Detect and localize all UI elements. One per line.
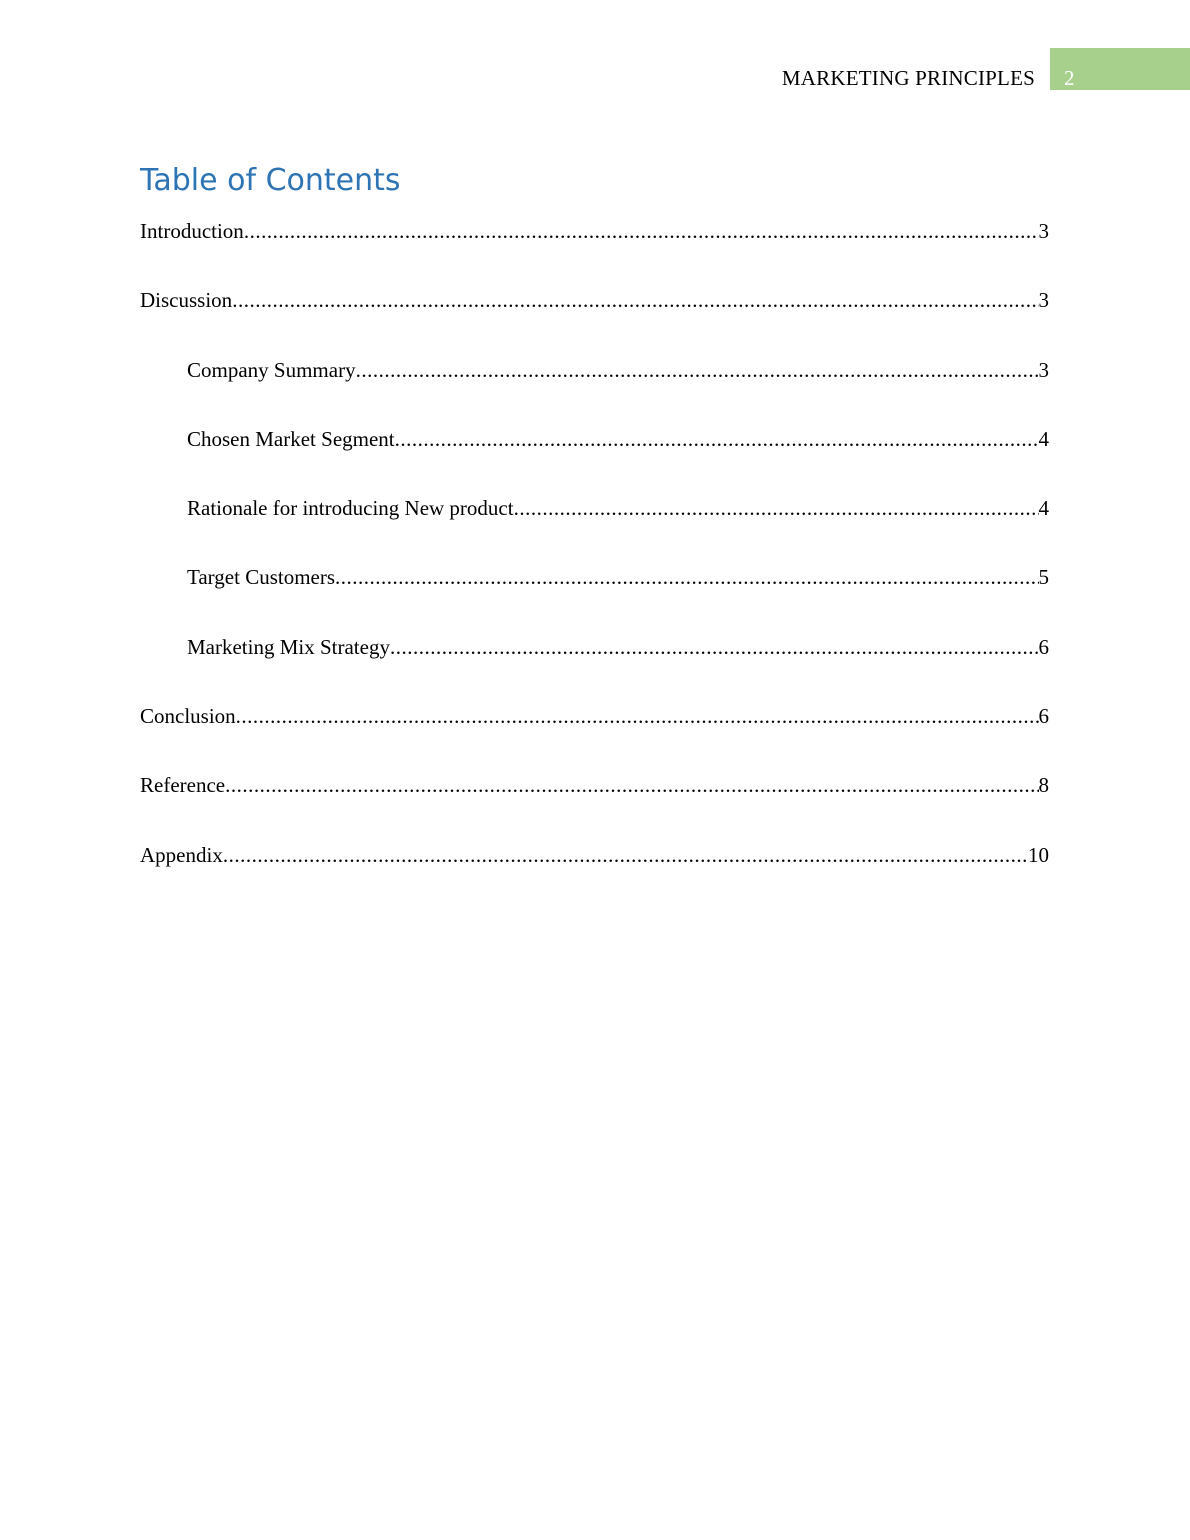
toc-entry-label: Reference [140, 773, 226, 798]
toc-entry-discussion[interactable] [140, 283, 1049, 352]
toc-entry-page: 10 [1028, 842, 1049, 867]
toc-leader-dots [356, 353, 1039, 388]
toc-entry-page: 3 [1038, 357, 1049, 382]
toc-entry-page: 8 [1038, 773, 1049, 798]
table-of-contents [140, 214, 1049, 907]
toc-entry-label: Target Customers [187, 565, 336, 590]
toc-leader-dots [236, 699, 1039, 734]
page-header [782, 48, 1190, 90]
toc-entry-label: Introduction [140, 219, 244, 243]
toc-entry-label: Discussion [140, 288, 233, 313]
toc-entry-reference[interactable] [140, 768, 1049, 837]
toc-entry-rationale[interactable] [140, 491, 1049, 560]
toc-leader-dots [244, 214, 1039, 249]
toc-leader-dots [395, 422, 1039, 457]
header-title: MARKETING PRINCIPLES [781, 66, 1035, 90]
toc-entry-label: Conclusion [140, 704, 236, 729]
toc-entry-page: 6 [1038, 634, 1049, 659]
toc-leader-dots [514, 491, 1039, 526]
toc-leader-dots [225, 768, 1038, 803]
toc-entry-chosen-market-segment[interactable] [140, 422, 1049, 491]
toc-entry-page: 6 [1038, 704, 1049, 729]
toc-entry-page: 5 [1038, 565, 1049, 590]
toc-entry-label: Appendix [140, 842, 223, 867]
toc-leader-dots [335, 560, 1038, 595]
toc-entry-marketing-mix-strategy[interactable] [140, 630, 1049, 699]
toc-entry-label: Chosen Market Segment [187, 426, 395, 451]
toc-entry-target-customers[interactable] [140, 560, 1049, 629]
toc-entry-page: 4 [1038, 496, 1049, 521]
page-number-badge: 2 [1050, 48, 1190, 90]
toc-entry-conclusion[interactable] [140, 699, 1049, 768]
toc-leader-dots [232, 283, 1038, 318]
toc-entry-label: Marketing Mix Strategy [187, 634, 390, 659]
toc-leader-dots [223, 838, 1028, 873]
toc-entry-label: Company Summary [187, 357, 356, 382]
toc-heading: Table of Contents [140, 163, 401, 198]
toc-entry-label: Rationale for introducing New product [187, 496, 514, 521]
toc-entry-appendix[interactable] [140, 838, 1049, 907]
toc-leader-dots [390, 630, 1039, 665]
toc-entry-introduction[interactable] [140, 214, 1049, 283]
toc-entry-page: 3 [1038, 288, 1049, 313]
toc-entry-page: 3 [1038, 219, 1049, 243]
toc-entry-page: 4 [1038, 426, 1049, 451]
toc-entry-company-summary[interactable] [140, 353, 1049, 422]
